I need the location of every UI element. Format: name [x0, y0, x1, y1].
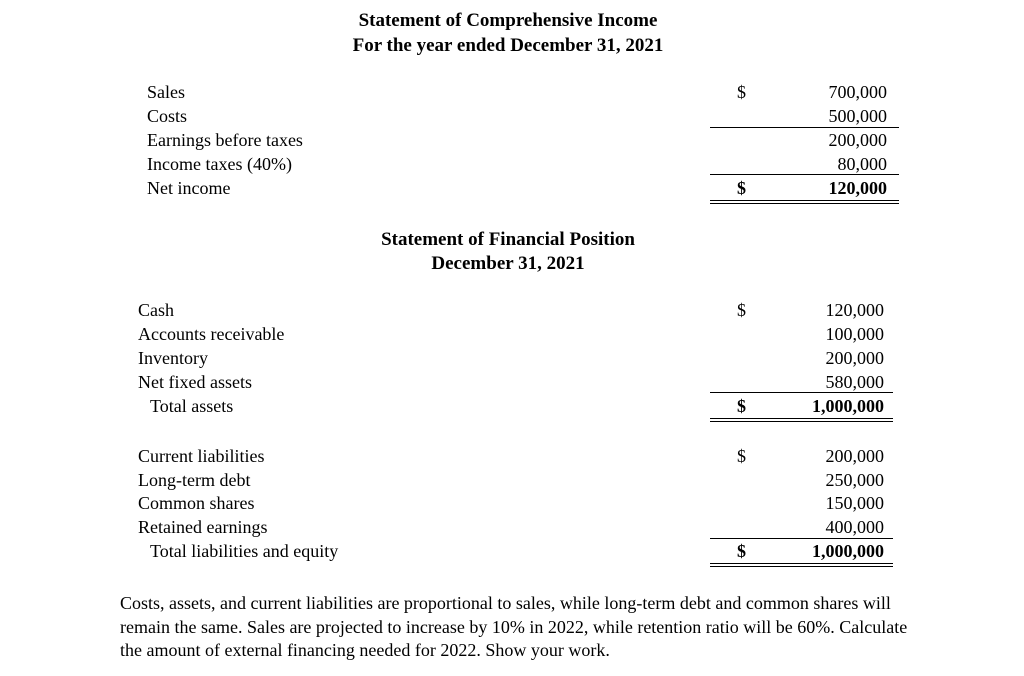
bs-value-total-liabilities-equity: 1,000,000: [812, 541, 884, 561]
bs-currency-current-liabilities: $: [737, 446, 746, 466]
bs-label-retained-earnings: Retained earnings: [138, 517, 268, 537]
bs-value-fixed-assets: 580,000: [825, 372, 884, 392]
is-currency-sales: $: [737, 82, 746, 102]
bs-currency-total-liabilities-equity: $: [737, 541, 746, 561]
is-label-ebt: Earnings before taxes: [147, 130, 303, 150]
is-label-costs: Costs: [147, 106, 188, 126]
income-statement-subtitle: For the year ended December 31, 2021: [352, 35, 664, 56]
is-rule-after-costs: [710, 127, 899, 128]
bs-value-long-term-debt: 250,000: [825, 470, 884, 490]
is-value-costs: 500,000: [828, 106, 887, 126]
is-label-net-income: Net income: [147, 178, 231, 198]
is-label-sales: Sales: [147, 82, 185, 102]
bs-value-current-liabilities: 200,000: [825, 446, 884, 466]
is-value-ebt: 200,000: [828, 130, 887, 150]
balance-sheet-subtitle: December 31, 2021: [431, 253, 585, 274]
bs-value-inventory: 200,000: [825, 348, 884, 368]
is-value-net-income: 120,000: [828, 178, 887, 198]
bs-label-total-assets: Total assets: [150, 396, 234, 416]
bs-value-total-assets: 1,000,000: [812, 396, 884, 416]
bs-label-cash: Cash: [138, 300, 174, 320]
is-double-rule-2: [710, 203, 899, 204]
bs-currency-total-assets: $: [737, 396, 746, 416]
bs-value-receivables: 100,000: [825, 324, 884, 344]
bs-currency-cash: $: [737, 300, 746, 320]
question-text: Costs, assets, and current liabilities are proportional to sales, while long-term debt and common shares will remain the same. Sales are projected to increase by 10% in 2022, while retention ratio will be 60%. Calculate the amount of external financing needed for 2022. Show your work.: [120, 593, 908, 660]
is-label-taxes: Income taxes (40%): [147, 154, 292, 174]
bs-label-receivables: Accounts receivable: [138, 324, 285, 344]
income-statement-title: Statement of Comprehensive Income: [358, 10, 658, 31]
bs-assets-double-rule-1: [710, 418, 893, 419]
bs-liabilities-double-rule-2: [710, 566, 893, 567]
bs-value-cash: 120,000: [825, 300, 884, 320]
bs-label-inventory: Inventory: [138, 348, 208, 368]
is-currency-net-income: $: [737, 178, 746, 198]
bs-assets-double-rule-2: [710, 421, 893, 422]
is-rule-after-taxes: [710, 174, 899, 175]
balance-sheet-title: Statement of Financial Position: [381, 229, 635, 250]
is-value-sales: 700,000: [828, 82, 887, 102]
bs-label-common-shares: Common shares: [138, 493, 255, 513]
bs-label-long-term-debt: Long-term debt: [138, 470, 251, 490]
is-value-taxes: 80,000: [837, 154, 887, 174]
bs-assets-rule: [710, 392, 893, 393]
bs-value-common-shares: 150,000: [825, 493, 884, 513]
bs-label-total-liabilities-equity: Total liabilities and equity: [150, 541, 339, 561]
bs-label-current-liabilities: Current liabilities: [138, 446, 265, 466]
bs-liabilities-double-rule-1: [710, 563, 893, 564]
bs-label-fixed-assets: Net fixed assets: [138, 372, 252, 392]
bs-value-retained-earnings: 400,000: [825, 517, 884, 537]
is-double-rule-1: [710, 200, 899, 201]
bs-liabilities-rule: [710, 538, 893, 539]
